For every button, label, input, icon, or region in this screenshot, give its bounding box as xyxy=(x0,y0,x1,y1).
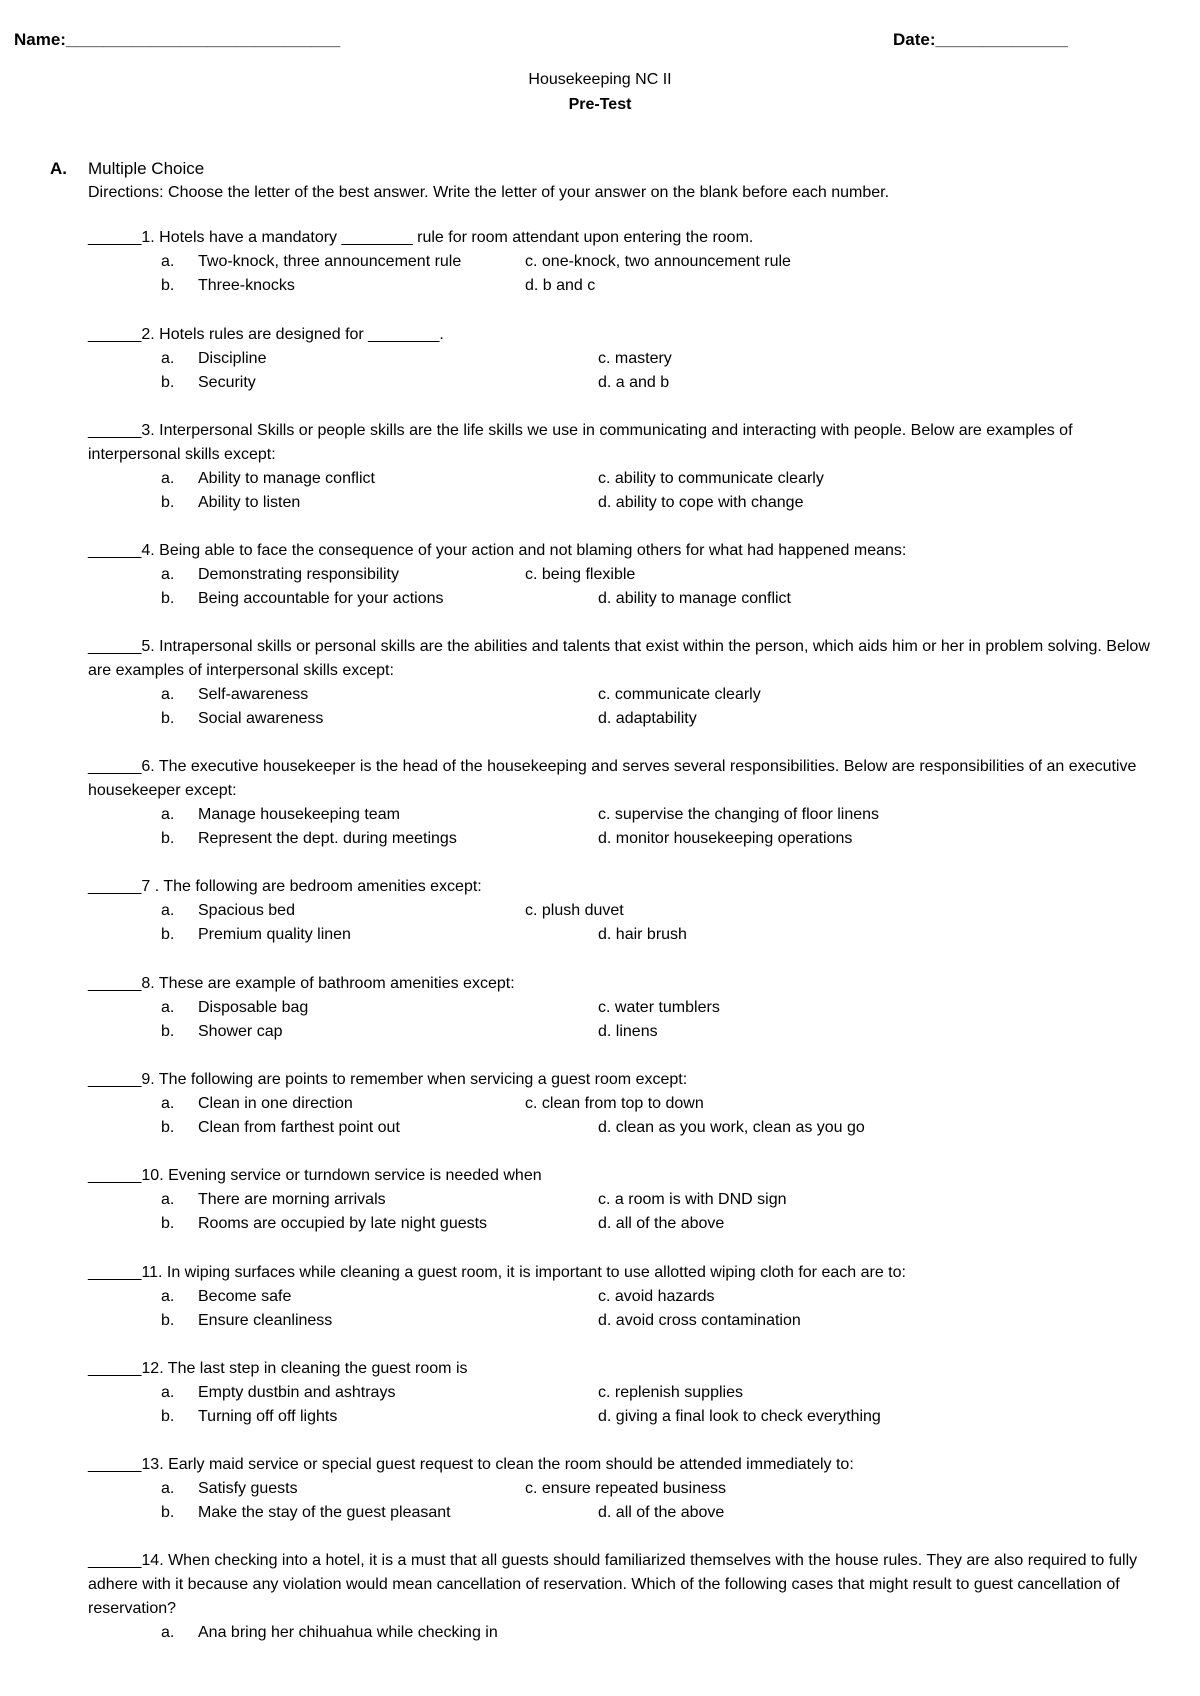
option-letter: a. xyxy=(161,686,175,703)
question-text: ______7 . The following are bedroom amenities except: xyxy=(88,878,482,895)
option-letter: a. xyxy=(161,806,175,823)
document-title: Housekeeping NC II xyxy=(528,71,672,88)
option-a: Ability to manage conflict xyxy=(198,470,375,487)
question-2 xyxy=(88,323,1168,395)
question-6 xyxy=(88,755,1168,851)
directions-text: Directions: Choose the letter of the best answer. Write the letter of your answer on the blank before each number. xyxy=(88,184,890,201)
option-c: c. clean from top to down xyxy=(525,1095,704,1112)
option-c: c. water tumblers xyxy=(598,999,720,1016)
option-a: Clean in one direction xyxy=(198,1095,353,1112)
option-row xyxy=(88,467,1168,491)
option-b: Shower cap xyxy=(198,1023,283,1040)
option-row xyxy=(88,1116,1168,1140)
option-row xyxy=(88,371,1168,395)
option-row xyxy=(88,1285,1168,1309)
question-text: ______13. Early maid service or special guest request to clean the room should be attended immediately to: xyxy=(88,1456,854,1473)
option-c: c. ensure repeated business xyxy=(525,1480,727,1497)
question-10 xyxy=(88,1164,1168,1236)
option-row xyxy=(88,1381,1168,1405)
question-text: ______5. Intrapersonal skills or personal skills are the abilities and talents that exist within the person, which aids him or her in problem solving. Below are examples of interpersonal skills except: xyxy=(88,638,1150,679)
option-d: d. all of the above xyxy=(598,1215,725,1232)
option-d: d. ability to cope with change xyxy=(598,494,804,511)
option-row xyxy=(88,1309,1168,1333)
option-d: d. avoid cross contamination xyxy=(598,1312,801,1329)
option-letter: b. xyxy=(161,1504,175,1521)
option-letter: b. xyxy=(161,590,175,607)
option-letter: a. xyxy=(161,470,175,487)
option-row xyxy=(88,1501,1168,1525)
option-letter: b. xyxy=(161,1023,175,1040)
option-letter: a. xyxy=(161,1624,175,1641)
option-row xyxy=(88,1020,1168,1044)
option-letter: b. xyxy=(161,494,175,511)
option-c: c. ability to communicate clearly xyxy=(598,470,824,487)
option-row xyxy=(88,827,1168,851)
option-letter: a. xyxy=(161,1288,175,1305)
option-letter: b. xyxy=(161,710,175,727)
question-4 xyxy=(88,539,1168,611)
option-b: Three-knocks xyxy=(198,277,295,294)
option-c: c. mastery xyxy=(598,350,672,367)
option-letter: b. xyxy=(161,1119,175,1136)
option-c: c. avoid hazards xyxy=(598,1288,715,1305)
option-c: c. communicate clearly xyxy=(598,686,761,703)
date-field-label: Date:______________ xyxy=(893,30,1068,49)
option-row xyxy=(88,347,1168,371)
option-row xyxy=(88,1092,1168,1116)
option-c: c. replenish supplies xyxy=(598,1384,743,1401)
question-text: ______12. The last step in cleaning the guest room is xyxy=(88,1360,468,1377)
option-a: Manage housekeeping team xyxy=(198,806,400,823)
option-d: d. monitor housekeeping operations xyxy=(598,830,853,847)
question-text: ______2. Hotels rules are designed for ________. xyxy=(88,326,444,343)
question-text: ______8. These are example of bathroom amenities except: xyxy=(88,975,515,992)
option-letter: a. xyxy=(161,566,175,583)
option-b: Turning off off lights xyxy=(198,1408,338,1425)
option-row xyxy=(88,1188,1168,1212)
option-row xyxy=(88,803,1168,827)
option-letter: a. xyxy=(161,1384,175,1401)
question-1 xyxy=(88,226,1168,298)
question-text: ______14. When checking into a hotel, it is a must that all guests should familiarized themselves with the house rules. They are also required to fully adhere with it because any violation would mean cancellation of reservation. Which of the following cases that might result to guest cancellation of reservation? xyxy=(88,1552,1138,1617)
option-b: Make the stay of the guest pleasant xyxy=(198,1504,451,1521)
option-row xyxy=(88,707,1168,731)
option-row xyxy=(88,491,1168,515)
option-d: d. linens xyxy=(598,1023,658,1040)
option-row xyxy=(88,563,1168,587)
option-b: Social awareness xyxy=(198,710,324,727)
option-d: d. clean as you work, clean as you go xyxy=(598,1119,865,1136)
option-row xyxy=(88,996,1168,1020)
question-12 xyxy=(88,1357,1168,1429)
option-row xyxy=(88,1212,1168,1236)
option-d: d. a and b xyxy=(598,374,670,391)
option-b: Ensure cleanliness xyxy=(198,1312,333,1329)
option-c: c. plush duvet xyxy=(525,902,624,919)
question-13 xyxy=(88,1453,1168,1525)
option-b: Rooms are occupied by late night guests xyxy=(198,1215,488,1232)
option-a: Disposable bag xyxy=(198,999,309,1016)
question-3 xyxy=(88,419,1168,515)
option-d: d. b and c xyxy=(525,277,596,294)
option-c: c. a room is with DND sign xyxy=(598,1191,787,1208)
question-9 xyxy=(88,1068,1168,1140)
section-title: Multiple Choice xyxy=(88,159,205,178)
option-b: Premium quality linen xyxy=(198,926,351,943)
question-text: ______4. Being able to face the consequence of your action and not blaming others for what had happened means: xyxy=(88,542,907,559)
question-text: ______1. Hotels have a mandatory ________ rule for room attendant upon entering the room. xyxy=(88,229,754,246)
option-letter: b. xyxy=(161,277,175,294)
question-7 xyxy=(88,875,1168,947)
option-letter: b. xyxy=(161,1408,175,1425)
option-row xyxy=(88,923,1168,947)
option-b: Being accountable for your actions xyxy=(198,590,444,607)
question-text: ______6. The executive housekeeper is the head of the housekeeping and serves several responsibilities. Below are responsibilities of an executive housekeeper except: xyxy=(88,758,1137,799)
option-c: c. supervise the changing of floor linens xyxy=(598,806,880,823)
option-a: Two-knock, three announcement rule xyxy=(198,253,462,270)
option-row xyxy=(88,587,1168,611)
option-d: d. hair brush xyxy=(598,926,687,943)
option-row xyxy=(88,250,1168,274)
option-letter: a. xyxy=(161,1480,175,1497)
option-row xyxy=(88,683,1168,707)
option-a: Empty dustbin and ashtrays xyxy=(198,1384,396,1401)
option-row xyxy=(88,274,1168,298)
option-letter: b. xyxy=(161,1312,175,1329)
option-letter: b. xyxy=(161,830,175,847)
option-d: d. giving a final look to check everything xyxy=(598,1408,881,1425)
option-letter: a. xyxy=(161,999,175,1016)
option-letter: b. xyxy=(161,1215,175,1232)
question-text: ______10. Evening service or turndown service is needed when xyxy=(88,1167,542,1184)
question-text: ______9. The following are points to remember when servicing a guest room except: xyxy=(88,1071,688,1088)
option-a: Ana bring her chihuahua while checking in xyxy=(198,1624,498,1641)
option-letter: a. xyxy=(161,902,175,919)
option-row xyxy=(88,1477,1168,1501)
name-field-label: Name:_____________________________ xyxy=(14,30,341,49)
document-subtitle: Pre-Test xyxy=(568,96,632,113)
option-d: d. all of the above xyxy=(598,1504,725,1521)
option-d: d. ability to manage conflict xyxy=(598,590,791,607)
option-letter: a. xyxy=(161,1095,175,1112)
option-b: Ability to listen xyxy=(198,494,301,511)
question-14 xyxy=(88,1549,1168,1645)
option-letter: a. xyxy=(161,1191,175,1208)
option-c: c. one-knock, two announcement rule xyxy=(525,253,791,270)
option-c: c. being flexible xyxy=(525,566,636,583)
section-letter: A. xyxy=(50,159,67,178)
question-text: ______11. In wiping surfaces while cleaning a guest room, it is important to use allotted wiping cloth for each are to: xyxy=(88,1264,906,1281)
option-b: Represent the dept. during meetings xyxy=(198,830,457,847)
option-row xyxy=(88,1621,1168,1645)
option-a: Demonstrating responsibility xyxy=(198,566,399,583)
option-a: Discipline xyxy=(198,350,267,367)
option-letter: b. xyxy=(161,926,175,943)
option-letter: a. xyxy=(161,350,175,367)
option-letter: a. xyxy=(161,253,175,270)
option-a: Spacious bed xyxy=(198,902,295,919)
option-row xyxy=(88,1405,1168,1429)
question-text: ______3. Interpersonal Skills or people skills are the life skills we use in communicating and interacting with people. Below are examples of interpersonal skills except: xyxy=(88,422,1073,463)
question-11 xyxy=(88,1261,1168,1333)
option-a: Become safe xyxy=(198,1288,292,1305)
option-a: Self-awareness xyxy=(198,686,309,703)
option-b: Clean from farthest point out xyxy=(198,1119,400,1136)
question-8 xyxy=(88,972,1168,1044)
option-row xyxy=(88,899,1168,923)
option-a: There are morning arrivals xyxy=(198,1191,386,1208)
option-a: Satisfy guests xyxy=(198,1480,298,1497)
question-5 xyxy=(88,635,1168,731)
option-letter: b. xyxy=(161,374,175,391)
option-d: d. adaptability xyxy=(598,710,697,727)
option-b: Security xyxy=(198,374,256,391)
